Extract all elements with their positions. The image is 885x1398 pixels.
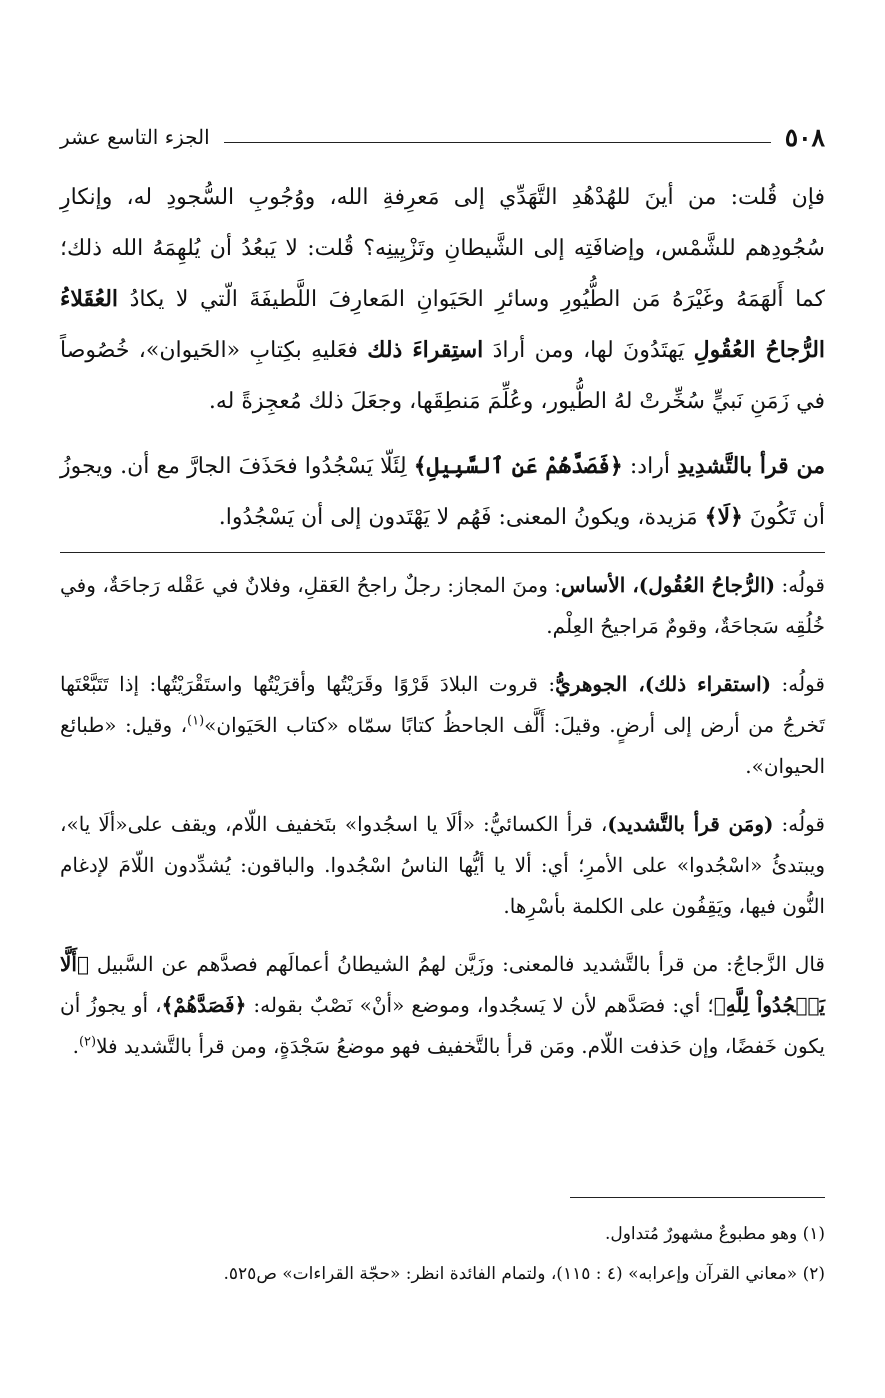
commentary-paragraph-4 xyxy=(60,944,825,1067)
text-run: يَهتَدُونَ لها، ومن أرادَ xyxy=(483,338,694,363)
commentary-paragraph-1 xyxy=(60,565,825,647)
header-rule xyxy=(224,142,771,143)
quran-quote: ﴿أَلَّا يَسۡجُدُواْ لِلَّهِ﴾ xyxy=(60,952,826,1017)
commentary-paragraph-3 xyxy=(60,804,825,927)
footnote-2: (٢) «معاني القرآن وإعرابه» (٤ : ١١٥)، ولتمام الفائدة انظر: «حجّة القراءات» ص٥٢٥. xyxy=(223,1264,825,1284)
text-run: فإن قُلت: من أينَ للهُدْهُدِ التَّهَدِّي إلى مَعرِفةِ الله، ووُجُوبِ السُّجودِ له، وإنكارِ سُجُودِهم للشَّمْس، وإضافَتِه إلى الشَّيطانِ وتَزْيِينِه؟ قُلت: لا يَبعُدُ أن يُلهِمَهُ الله ذلك؛ كما أَلهَمَهُ وغَيْرَهُ مَن الطُّيُورِ وسائرِ الحَيَوانِ المَعارِفَ اللَّطيفَةَ الّتي لا يكادُ xyxy=(60,185,825,312)
bold-phrase: العُقَلاءُ الرُّجاحُ العُقُولِ xyxy=(60,286,826,363)
bold-phrase: (استقراء ذلك)، الجوهريُّ xyxy=(555,672,772,696)
quran-quote: ﴿فَصَدَّهُمْ عَنِ ٱلسَّبِيلِ﴾ xyxy=(413,453,623,479)
text-run: ، قرأ الكسائيُّ: «ألَا يا اسجُدوا» بتَخفيف اللّام، ويقف على«ألَا يا»، ويبتدئُ «اسْجُدوا» على الأمرِ؛ أي: ألا يا أيُّها الناسُ اسْجُدوا. والباقون: يُشدِّدون اللّامَ لإدغام النُّون فيها، ويَقِفُون على الكلمة بأسْرِها. xyxy=(60,812,825,918)
main-text xyxy=(60,172,825,557)
text-run: : قروت البلادَ قَرْوًا وقَرَيْتُها وأقرَيْتُها واستَقْرَيْتُها: إذا تَتَبَّعْتَها تَخرجُ من أرض إلى أرضٍ. وقيلَ: أَلَّف الجاحظُ كتابًا سمّاه «كتاب الحَيَوان» xyxy=(60,672,825,737)
text-run: مَزيدة، ويكونُ المعنى: فَهُم لا يَهْتَدون إلى أن يَسْجُدُوا. xyxy=(218,505,705,530)
footnote-marker[interactable]: (١) xyxy=(187,713,205,729)
quran-quote: ﴿لَا﴾ xyxy=(704,504,743,530)
bold-phrase: من قرأ بالتَّشدِيدِ xyxy=(677,453,825,479)
text-run: : ومنَ المجاز: رجلٌ راجحُ العَقلِ، وفلانٌ في عَقْله رَجاحَةٌ، وفي خُلُقِه سَجاحَةٌ، وقومٌ مَراجيحُ العِلْم. xyxy=(60,573,825,638)
page-header xyxy=(60,118,825,156)
text-run: ، وقيل: «طبائع الحيوان». xyxy=(60,713,825,778)
bold-phrase: (ومَن قرأ بالتَّشديد) xyxy=(607,812,774,836)
text-run: ، أو يجوزُ أن يكون خَفضًا، وإن حَذفت اللّام. ومَن قرأ بالتَّخفيف فهو موضعُ سَجْدَةٍ، ومن قرأ بالتَّشديد فلا xyxy=(60,993,825,1058)
running-title: الجزء التاسع عشر xyxy=(60,125,210,149)
text-run: ؛ أي: فصَدَّهم لأن لا يَسجُدوا، وموضع «أنْ» نَصْبٌ بقوله: xyxy=(246,993,714,1017)
commentary-paragraph-2 xyxy=(60,664,825,787)
commentary xyxy=(60,565,825,1084)
commentary-divider xyxy=(60,552,825,553)
text-run: . xyxy=(72,1034,79,1058)
main-paragraph-2 xyxy=(60,441,825,543)
footnote-1: (١) وهو مطبوعٌ مشهورٌ مُتداول. xyxy=(604,1224,825,1244)
text-run: قولُه: xyxy=(771,672,825,696)
footnote-divider xyxy=(570,1197,825,1198)
book-page xyxy=(60,0,825,1398)
text-run: فعَليهِ بكِتابِ «الحَيوان»، خُصُوصاً في زَمَنِ نَبيٍّ سُخِّرتْ لهُ الطُّيور، وعُلِّمَ مَنطِقَها، وجعَلَ ذلك مُعجِزةً له. xyxy=(60,338,825,414)
text-run: أراد: xyxy=(622,454,678,479)
bold-phrase: (الرُّجاحُ العُقُول)، الأساس xyxy=(561,573,776,597)
quran-quote: ﴿فَصَدَّهُمْ﴾ xyxy=(161,993,247,1017)
page-number: ٥٠٨ xyxy=(784,122,825,152)
text-run: لِئَلّا يَسْجُدُوا فحَذَفَ الجارَّ مع أن. ويجوزُ أن تَكُونَ xyxy=(60,454,825,530)
footnote-marker[interactable]: (٢) xyxy=(78,1034,97,1050)
main-paragraph-1 xyxy=(60,172,825,427)
text-run: قولُه: xyxy=(773,812,825,836)
footnotes xyxy=(60,1220,825,1300)
bold-phrase: استِقراءَ ذلك xyxy=(367,337,484,363)
text-run: قولُه: xyxy=(775,573,825,597)
text-run: قال الزَّجاجُ: من قرأ بالتَّشديد فالمعنى: وزَيَّن لهمُ الشيطانُ أعمالَهم فصدَّهم عن السَّبيل xyxy=(88,952,825,976)
